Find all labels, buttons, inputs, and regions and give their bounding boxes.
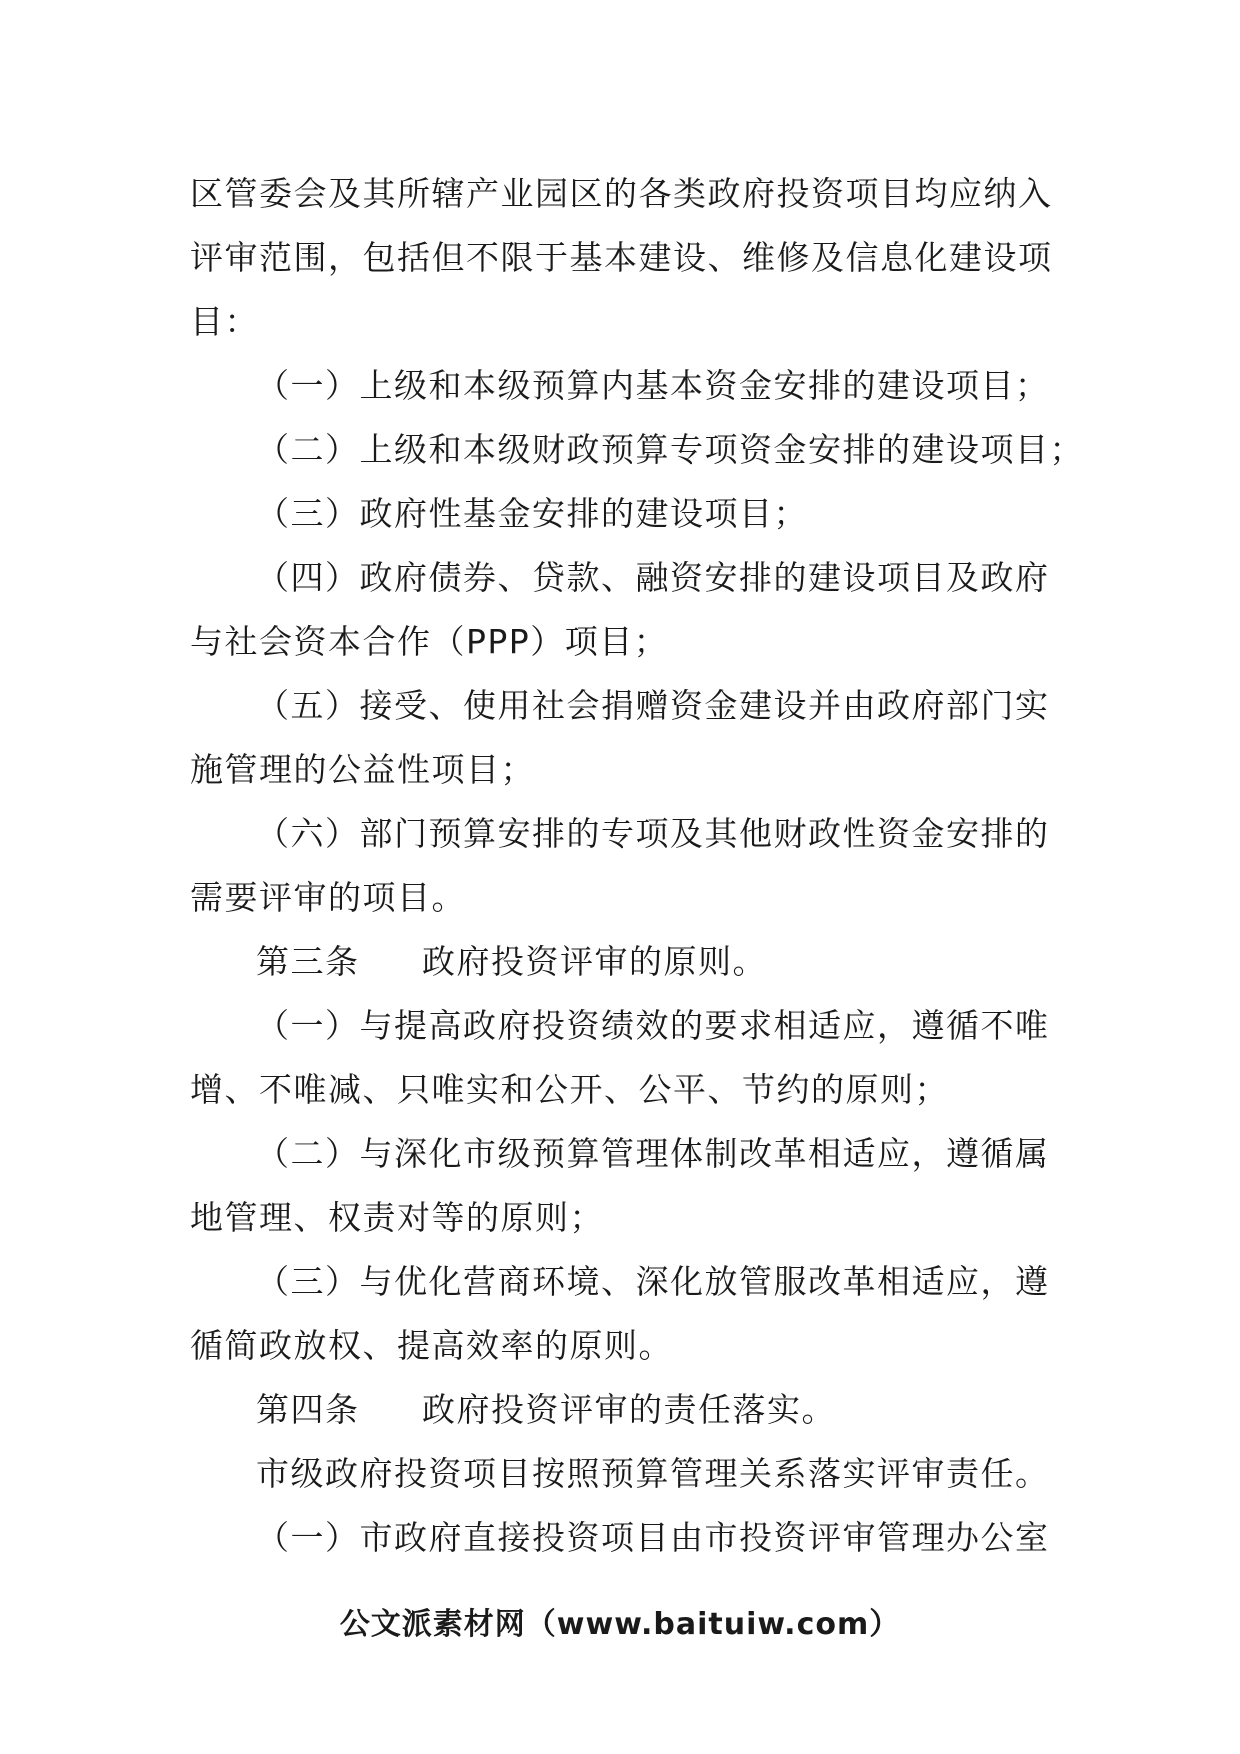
paragraph-line: 增、不唯减、只唯实和公开、公平、节约的原则； (190, 1070, 949, 1109)
paragraph-line: 需要评审的项目。 (190, 878, 466, 917)
list-item: （六）部门预算安排的专项及其他财政性资金安排的 (256, 814, 1050, 853)
article-title: 政府投资评审的责任落实。 (422, 1390, 836, 1429)
paragraph-line: 评审范围，包括但不限于基本建设、维修及信息化建设项 (190, 238, 1053, 277)
article-title: 政府投资评审的原则。 (422, 942, 767, 981)
list-item: （五）接受、使用社会捐赠资金建设并由政府部门实 (256, 686, 1050, 725)
list-item: （二）上级和本级财政预算专项资金安排的建设项目； (256, 430, 1084, 469)
list-item: （一）上级和本级预算内基本资金安排的建设项目； (256, 366, 1050, 405)
paragraph-line: 施管理的公益性项目； (190, 750, 535, 789)
list-item: （三）政府性基金安排的建设项目； (256, 494, 808, 533)
article-heading (190, 930, 1060, 994)
paragraph-line: 与社会资本合作（PPP）项目； (190, 622, 669, 661)
paragraph-line: 区管委会及其所辖产业园区的各类政府投资项目均应纳入 (190, 174, 1053, 213)
article-heading (190, 1378, 1060, 1442)
list-item: （二）与深化市级预算管理体制改革相适应，遵循属 (256, 1134, 1050, 1173)
list-item: （三）与优化营商环境、深化放管服改革相适应，遵 (256, 1262, 1050, 1301)
footer-watermark: 公文派素材网（www.baituiw.com） (339, 1607, 901, 1642)
article-number: 第三条 (256, 942, 360, 981)
paragraph-line: 市级政府投资项目按照预算管理关系落实评审责任。 (256, 1454, 1050, 1493)
paragraph-line: 循简政放权、提高效率的原则。 (190, 1326, 673, 1365)
paragraph-line: 地管理、权责对等的原则； (190, 1198, 604, 1237)
list-item: （一）市政府直接投资项目由市投资评审管理办公室 (256, 1518, 1050, 1557)
paragraph-line: 目： (190, 302, 259, 341)
list-item: （四）政府债券、贷款、融资安排的建设项目及政府 (256, 558, 1050, 597)
document-body (190, 162, 1084, 1570)
article-number: 第四条 (256, 1390, 360, 1429)
list-item: （一）与提高政府投资绩效的要求相适应，遵循不唯 (256, 1006, 1050, 1045)
